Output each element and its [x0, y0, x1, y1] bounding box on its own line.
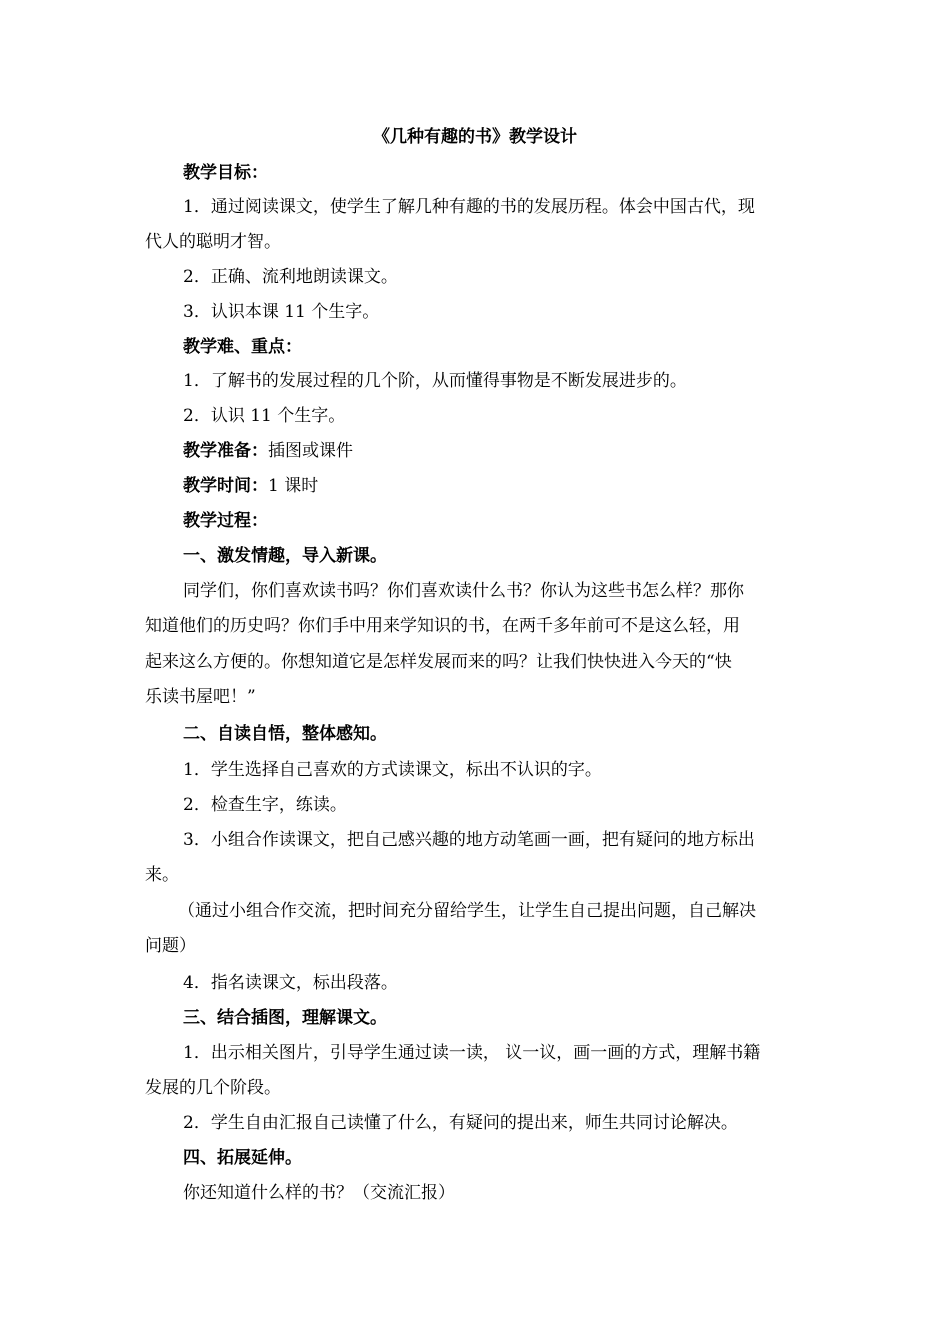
preparation-label: 教学准备： [183, 441, 268, 461]
document-title: 《几种有趣的书》教学设计 [373, 127, 577, 147]
preparation-value: 插图或课件 [268, 441, 353, 461]
section-3-item-2: 2．学生自由汇报自己读懂了什么，有疑问的提出来，师生共同讨论解决。 [183, 1113, 738, 1133]
objectives-heading: 教学目标： [183, 163, 268, 183]
process-heading: 教学过程： [183, 511, 268, 531]
section-1-line-1: 同学们，你们喜欢读书吗？你们喜欢读什么书？你认为这些书怎么样？那你 [183, 581, 744, 601]
section-3-item-1-line-2: 发展的几个阶段。 [145, 1078, 281, 1098]
section-2-item-2: 2．检查生字，练读。 [183, 795, 347, 815]
section-2-item-3-line-2: 来。 [145, 865, 179, 885]
section-1-line-3: 起来这么方便的。你想知道它是怎样发展而来的吗？让我们快快进入今天的“快 [145, 652, 732, 672]
section-3-heading: 三、结合插图，理解课文。 [183, 1008, 387, 1028]
objective-item-1-line-1: 1．通过阅读课文，使学生了解几种有趣的书的发展历程。体会中国古代，现 [183, 197, 755, 217]
section-4-heading: 四、拓展延伸。 [183, 1148, 302, 1168]
time-line [183, 473, 318, 499]
key-point-item-2: 2．认识 11 个生字。 [183, 406, 346, 426]
section-1-heading: 一、激发情趣，导入新课。 [183, 546, 387, 566]
objective-item-2: 2．正确、流利地朗读课文。 [183, 267, 398, 287]
time-label: 教学时间： [183, 476, 268, 496]
section-1-line-2: 知道他们的历史吗？你们手中用来学知识的书，在两千多年前可不是这么轻，用 [145, 616, 740, 636]
section-2-item-1: 1．学生选择自己喜欢的方式读课文，标出不认识的字。 [183, 760, 602, 780]
time-value: 1 课时 [268, 476, 319, 496]
key-point-item-1: 1．了解书的发展过程的几个阶，从而懂得事物是不断发展进步的。 [183, 371, 687, 391]
section-1-line-4: 乐读书屋吧！” [145, 687, 256, 707]
key-points-heading: 教学难、重点： [183, 337, 302, 357]
objective-item-3: 3．认识本课 11 个生字。 [183, 302, 380, 322]
objective-item-1-line-2: 代人的聪明才智。 [145, 232, 281, 252]
section-2-item-4: 4．指名读课文，标出段落。 [183, 973, 398, 993]
section-4-line-1: 你还知道什么样的书？（交流汇报） [183, 1183, 455, 1203]
section-2-heading: 二、自读自悟，整体感知。 [183, 724, 387, 744]
section-2-note-line-1: （通过小组合作交流，把时间充分留给学生，让学生自己提出问题，自己解决 [178, 901, 756, 921]
section-3-item-1-line-1: 1．出示相关图片，引导学生通过读一读， 议一议，画一画的方式，理解书籍 [183, 1043, 761, 1063]
preparation-line [183, 438, 353, 464]
section-2-note-line-2: 问题） [145, 936, 196, 956]
section-2-item-3-line-1: 3．小组合作读课文，把自己感兴趣的地方动笔画一画，把有疑问的地方标出 [183, 830, 755, 850]
